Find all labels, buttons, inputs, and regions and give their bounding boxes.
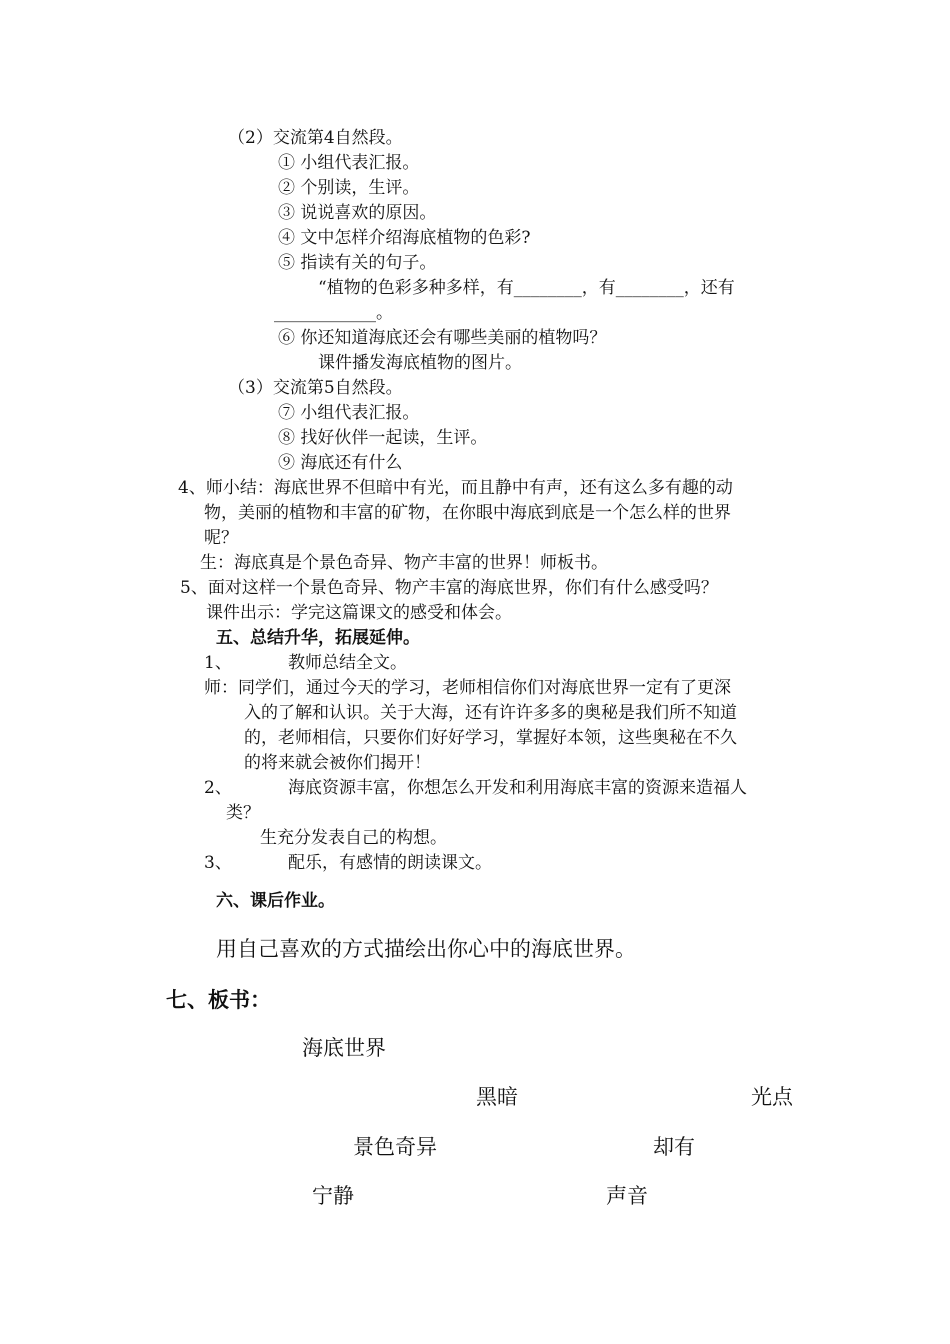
text-line: ⑨ 海底还有什么 [278, 453, 403, 473]
text-line: ⑧ 找好伙伴一起读，生评。 [278, 428, 488, 448]
text-line: 课件播发海底植物的图片。 [318, 353, 522, 373]
text-line: ⑦ 小组代表汇报。 [278, 403, 420, 423]
text-line: ⑥ 你还知道海底还会有哪些美丽的植物吗？ [278, 328, 607, 348]
text-line: （3）交流第5自然段。 [228, 378, 403, 398]
list-number: 1、 [204, 653, 232, 673]
text-line: ⑤ 指读有关的句子。 [278, 253, 437, 273]
board-word: 宁静 [312, 1184, 354, 1208]
text-line: 课件出示：学完这篇课文的感受和体会。 [206, 603, 512, 623]
section-heading: 五、总结升华，拓展延伸。 [216, 628, 420, 648]
text-line: ④ 文中怎样介绍海底植物的色彩? [278, 228, 531, 248]
text-line: ____________。 [274, 303, 393, 323]
list-number: 2、 [204, 778, 232, 798]
board-word: 光点 [751, 1085, 793, 1109]
text-line: 物，美丽的植物和丰富的矿物，在你眼中海底到底是一个怎么样的世界 [204, 503, 731, 523]
board-word: 却有 [653, 1135, 695, 1159]
board-title: 海底世界 [302, 1036, 386, 1060]
text-line: 5、面对这样一个景色奇异、物产丰富的海底世界，你们有什么感受吗？ [180, 578, 718, 598]
section-heading: 七、板书： [166, 987, 271, 1012]
text-line: 师：同学们，通过今天的学习，老师相信你们对海底世界一定有了更深 [204, 678, 731, 698]
text-line: （2）交流第4自然段。 [228, 128, 403, 148]
text-line: 教师总结全文。 [288, 653, 407, 673]
text-line: 呢？ [204, 528, 238, 548]
board-word: 黑暗 [476, 1085, 518, 1109]
homework-text: 用自己喜欢的方式描绘出你心中的海底世界。 [216, 937, 636, 961]
text-line: ① 小组代表汇报。 [278, 153, 420, 173]
text-line: “植物的色彩多种多样，有________，有________，还有 [318, 278, 735, 298]
text-line: 类？ [226, 803, 260, 823]
text-line: 配乐，有感情的朗读课文。 [288, 853, 492, 873]
text-line: 生：海底真是个景色奇异、物产丰富的世界！师板书。 [200, 553, 608, 573]
text-line: 生充分发表自己的构想。 [260, 828, 447, 848]
list-number: 3、 [204, 853, 232, 873]
text-line: ② 个别读，生评。 [278, 178, 420, 198]
section-heading: 六、课后作业。 [216, 891, 335, 911]
text-line: 的，老师相信，只要你们好好学习，掌握好本领，这些奥秘在不久 [244, 728, 737, 748]
text-line: 的将来就会被你们揭开！ [244, 753, 431, 773]
board-word: 景色奇异 [353, 1135, 437, 1159]
text-line: 入的了解和认识。关于大海，还有许许多多的奥秘是我们所不知道 [244, 703, 737, 723]
text-line: ③ 说说喜欢的原因。 [278, 203, 437, 223]
text-line: 海底资源丰富，你想怎么开发和利用海底丰富的资源来造福人 [288, 778, 747, 798]
text-line: 4、师小结：海底世界不但暗中有光，而且静中有声，还有这么多有趣的动 [178, 478, 733, 498]
board-word: 声音 [606, 1184, 648, 1208]
